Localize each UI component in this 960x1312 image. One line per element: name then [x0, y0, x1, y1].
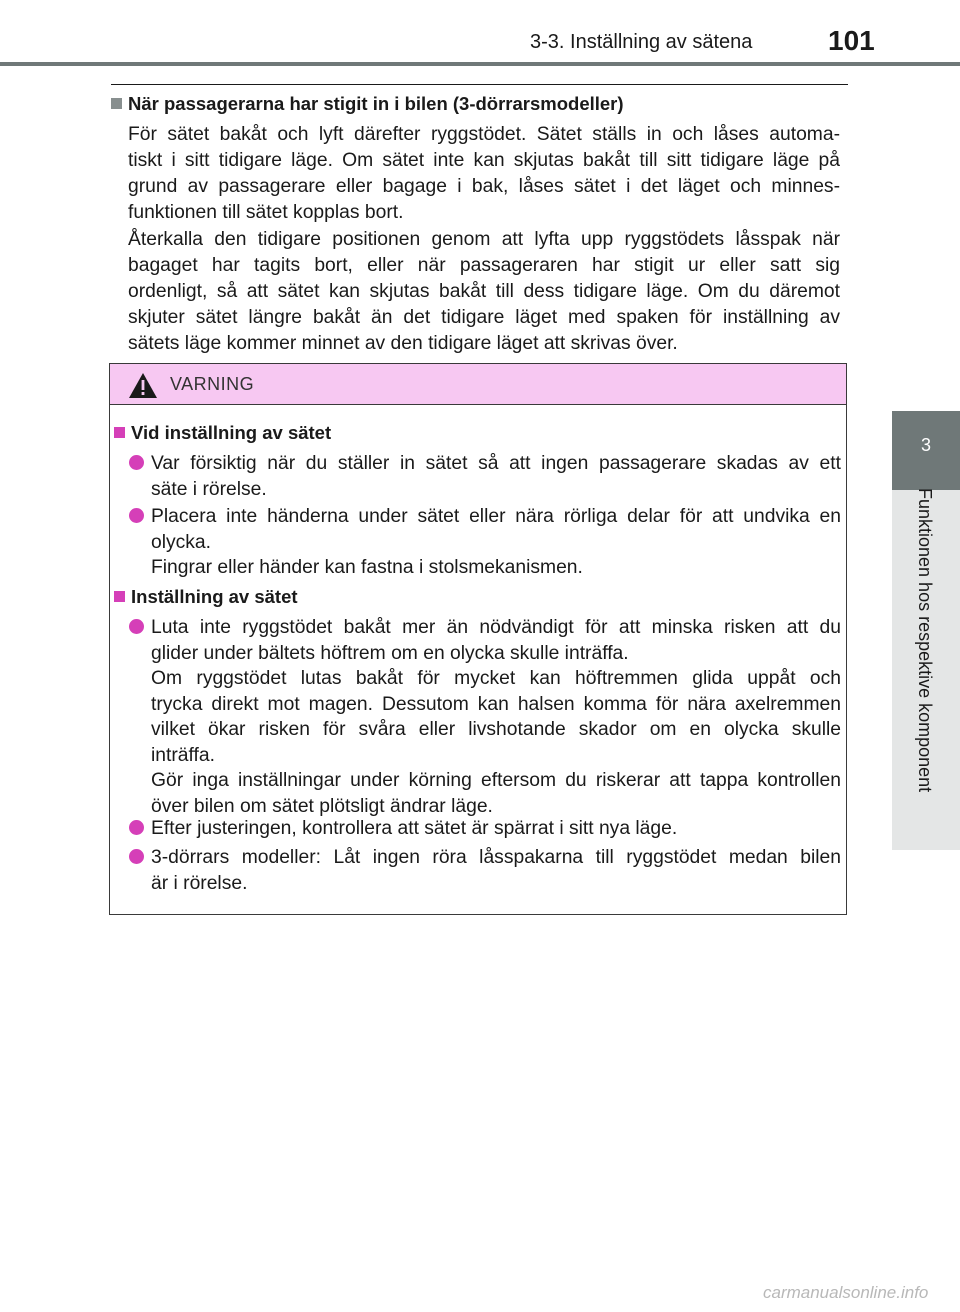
- chapter-number: 3: [920, 435, 931, 455]
- section-heading: [111, 93, 624, 115]
- text-line: Luta inte ryggstödet bakåt mer än nödvändigt för att minska risken att du: [151, 617, 841, 638]
- text-line: vilket ökar risken för svåra eller livshotande skador om en olycka skulle: [151, 719, 841, 740]
- text-line: grund av passagerare eller bagage i bak, låses sätet i det läget och minnes-: [128, 176, 840, 197]
- warning-item: [129, 816, 841, 842]
- section-heading-text: När passagerarna har stigit in i bilen (3-dörrarsmodeller): [128, 93, 624, 114]
- text-line: För sätet bakåt och lyft därefter ryggstödet. Sätet ställs in och låses automa-: [128, 124, 840, 145]
- round-bullet-icon: [129, 619, 144, 634]
- text-line: skjuter sätet längre bakåt än det tidigare läget med spaken för inställning av: [128, 307, 840, 328]
- text-line: säte i rörelse.: [151, 478, 267, 500]
- warning-subheading: [114, 422, 331, 444]
- paragraph-1: [128, 122, 840, 226]
- square-bullet-icon: [111, 98, 122, 109]
- warning-item: [129, 845, 841, 896]
- warning-box: [109, 363, 847, 915]
- text-line: Gör inga inställningar under körning eftersom du riskerar att tappa kontrollen: [151, 770, 841, 791]
- text-line: olycka.: [151, 531, 212, 553]
- warning-item: [129, 451, 841, 502]
- warning-item: [129, 504, 841, 581]
- warning-subheading-text: Vid inställning av sätet: [131, 422, 332, 443]
- text-line: Återkalla den tidigare positionen genom att lyfta upp ryggstödets låsspak när: [128, 229, 840, 250]
- warning-subheading-text: Inställning av sätet: [131, 586, 298, 607]
- text-line: Om ryggstödet lutas bakåt för mycket kan höftremmen glida uppåt och: [151, 668, 841, 689]
- round-bullet-icon: [129, 820, 144, 835]
- text-line: Fingrar eller händer kan fastna i stolsmekanismen.: [151, 557, 583, 578]
- text-line: funktionen till sätet kopplas bort.: [128, 202, 404, 223]
- header-rule: [0, 62, 960, 66]
- warning-triangle-icon: [128, 372, 158, 399]
- text-line: 3-dörrars modeller: Låt ingen röra låsspakarna till ryggstödet medan bilen: [151, 847, 841, 868]
- chapter-title: Funktionen hos respektive komponent: [915, 488, 935, 793]
- warning-title: VARNING: [170, 374, 255, 394]
- paragraph-2: [128, 227, 840, 357]
- section-title: 3-3. Inställning av sätena: [530, 31, 753, 53]
- text-line: ordenligt, så att sätet kan skjutas bakåt till dess tidigare läge. Om du däremot: [128, 281, 840, 302]
- text-line: Placera inte händerna under sätet eller nära rörliga delar för att undvika en: [151, 506, 841, 527]
- page-number: 101: [828, 25, 875, 56]
- round-bullet-icon: [129, 455, 144, 470]
- text-line: är i rörelse.: [151, 872, 248, 894]
- text-line: inträffa.: [151, 744, 215, 766]
- text-line: bagaget har tagits bort, eller när passageraren har stigit ur eller satt sig: [128, 255, 840, 276]
- watermark: carmanualsonline.info: [763, 1283, 929, 1302]
- text-line: över bilen om sätet plötsligt ändrar läge.: [151, 795, 493, 817]
- round-bullet-icon: [129, 849, 144, 864]
- text-line: glider under bältets höftrem om en olycka skulle inträffa.: [151, 642, 629, 664]
- text-line: Var försiktig när du ställer in sätet så att ingen passagerare skadas av ett: [151, 453, 841, 474]
- warning-header: [110, 364, 846, 405]
- chapter-tab: [892, 411, 960, 490]
- text-line: trycka direkt mot magen. Dessutom kan halsen komma för nära axelremmen: [151, 693, 841, 715]
- square-bullet-icon: [114, 427, 125, 438]
- text-line: sätets läge kommer minnet av den tidigare läget att skrivas över.: [128, 333, 678, 354]
- text-line: tiskt i sitt tidigare läge. Om sätet inte kan skjutas bakåt till sitt tidigare läge på: [128, 150, 840, 171]
- round-bullet-icon: [129, 508, 144, 523]
- warning-subheading: [114, 586, 298, 608]
- square-bullet-icon: [114, 591, 125, 602]
- warning-item: [129, 615, 841, 819]
- text-line: Efter justeringen, kontrollera att sätet är spärrat i sitt nya läge.: [151, 818, 678, 839]
- section-rule: [111, 84, 848, 85]
